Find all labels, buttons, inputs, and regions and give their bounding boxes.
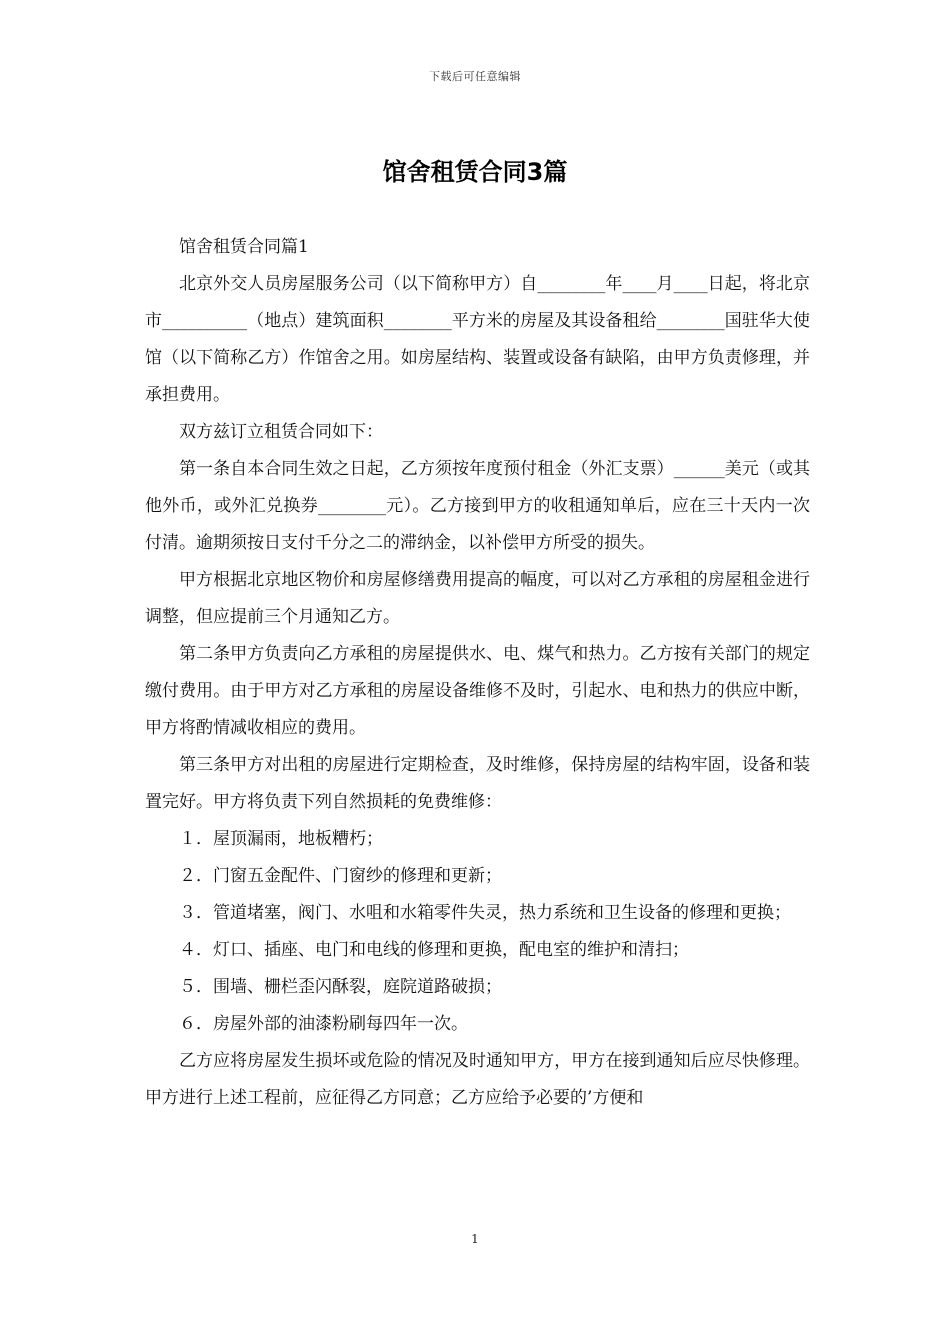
- list-item: ５．围墙、栅栏歪闪酥裂，庭院道路破损；: [179, 977, 502, 997]
- paragraph: 北京外交人员房屋服务公司（以下简称甲方）自________年____月____日起，将北京市__________（地点）建筑面积________平方米的房屋及其设备租给________国驻华大使馆（以下简称乙方）作馆舍之用。如房屋结构、装置或设备有缺陷，由甲方负责修理，并承担费用。: [145, 274, 810, 405]
- list-item: ３．管道堵塞，阀门、水咀和水箱零件失灵，热力系统和卫生设备的修理和更换；: [179, 903, 791, 923]
- paragraph: 乙方应将房屋发生损坏或危险的情况及时通知甲方，甲方在接到通知后应尽快修理。甲方进行上述工程前，应征得乙方同意；乙方应给予必要的’方便和: [145, 1051, 810, 1108]
- paragraph: 第一条自本合同生效之日起，乙方须按年度预付租金（外汇支票）______美元（或其他外币，或外汇兑换券________元）。乙方接到甲方的收租通知单后，应在三十天内一次付清。逾期须按日支付千分之二的滞纳金，以补偿甲方所受的损失。: [145, 459, 810, 553]
- list-item: ２．门窗五金配件、门窗纱的修理和更新；: [179, 866, 502, 886]
- paragraph: 双方兹订立租赁合同如下：: [179, 422, 383, 442]
- section-heading: 馆舍租赁合同篇1: [179, 237, 309, 257]
- list-item: １．屋顶漏雨，地板糟朽；: [179, 829, 383, 849]
- paragraph: 第二条甲方负责向乙方承租的房屋提供水、电、煤气和热力。乙方按有关部门的规定缴付费用。由于甲方对乙方承租的房屋设备维修不及时，引起水、电和热力的供应中断，甲方将酌情减收相应的费用。: [145, 644, 810, 738]
- document-body: [145, 229, 810, 1117]
- list-item: ４．灯口、插座、电门和电线的修理和更换，配电室的维护和清扫；: [179, 940, 689, 960]
- page-number: 1: [471, 1232, 479, 1246]
- document-title: 馆舍租赁合同3篇: [382, 158, 568, 186]
- paragraph: 第三条甲方对出租的房屋进行定期检查，及时维修，保持房屋的结构牢固，设备和装置完好。甲方将负责下列自然损耗的免费维修：: [145, 755, 810, 812]
- list-item: ６．房屋外部的油漆粉刷每四年一次。: [179, 1014, 468, 1034]
- paragraph: 甲方根据北京地区物价和房屋修缮费用提高的幅度，可以对乙方承租的房屋租金进行调整，但应提前三个月通知乙方。: [145, 570, 810, 627]
- header-note: 下载后可任意编辑: [429, 70, 521, 83]
